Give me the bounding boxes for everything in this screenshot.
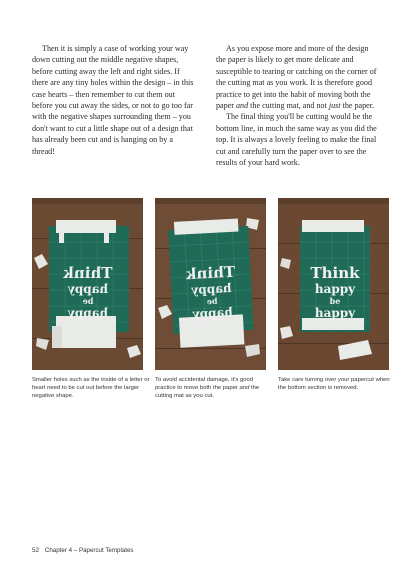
right-text-column [216,43,380,168]
photo-2-text-happy: happy [190,280,232,298]
chapter-title: Chapter 4 – Papercut Templates [44,547,134,554]
photo-2-text-happy-2: happy [192,304,234,321]
photo-cutting-progress-2 [155,198,266,370]
left-text-column [32,43,196,157]
right-p1-part2: the cutting mat, and not [248,101,329,111]
photo-3-text-be: be [329,296,341,306]
caption-2-part2: the cutting mat as you cut. [155,385,260,400]
caption-photo-1: Smaller holes such as the inside of a letter or heart need to be cut out before the larger negative shape. [32,377,150,400]
photo-2-text-think: Think [185,262,236,284]
photo-finished-papercut [278,198,389,370]
photo-3-text-happy: happy [314,282,356,296]
right-p1-emphasis-and: and [236,101,249,111]
right-p1-emphasis-just: just [328,101,341,111]
photo-3-text-happy-2: happy [314,306,356,320]
caption-2-part1: To avoid accidental damage, it's good practice to move both the paper [155,377,254,392]
photo-cutting-progress-1 [32,198,143,370]
page-footer [32,547,134,554]
caption-photo-2 [155,376,273,400]
left-paragraph: Then it is simply a case of working your way down cutting out the middle negative shapes, before cutting away the left and right sides. If there are any tiny holes within the design – in this case hearts – then remember to cut them out before you cut away the sides, or not to go too far with the negative shapes surrounding them – you don't want to cut a little shape out of a design that has already been cut and is hanging on by a thread! [32,44,194,156]
caption-2-emphasis: and [239,385,250,392]
photo-3-illustration [278,198,389,370]
photo-1-text-be: be [82,296,94,306]
photo-1-text-happy-2: happy [67,306,109,320]
right-p1-part3: the paper. [340,101,375,111]
page-number: 52 [32,547,39,554]
caption-photo-3: Take care turning over your papercut when the bottom section is removed. [278,377,390,392]
right-paragraph-1 [216,43,380,111]
right-paragraph-2: The final thing you'll be cutting would be the bottom line, in much the same way as you did the top. It is always a lovely feeling to make the final cut and carefully turn the paper over to see the results of your hard work. [216,112,377,168]
photo-1-text-think: Think [63,264,113,282]
right-p1-part1: As you expose more and more of the design the paper is likely to get more delicate and susceptible to tearing or catching on the corner of the cutting mat as you work. It is therefore good practice to get into the habit of moving both the paper [216,44,377,111]
photo-1-text-happy: happy [67,282,109,296]
photo-2-text-be: be [206,295,218,307]
photo-3-text-think: Think [310,264,360,282]
photo-2-illustration [155,198,266,370]
photo-1-illustration [32,198,143,370]
